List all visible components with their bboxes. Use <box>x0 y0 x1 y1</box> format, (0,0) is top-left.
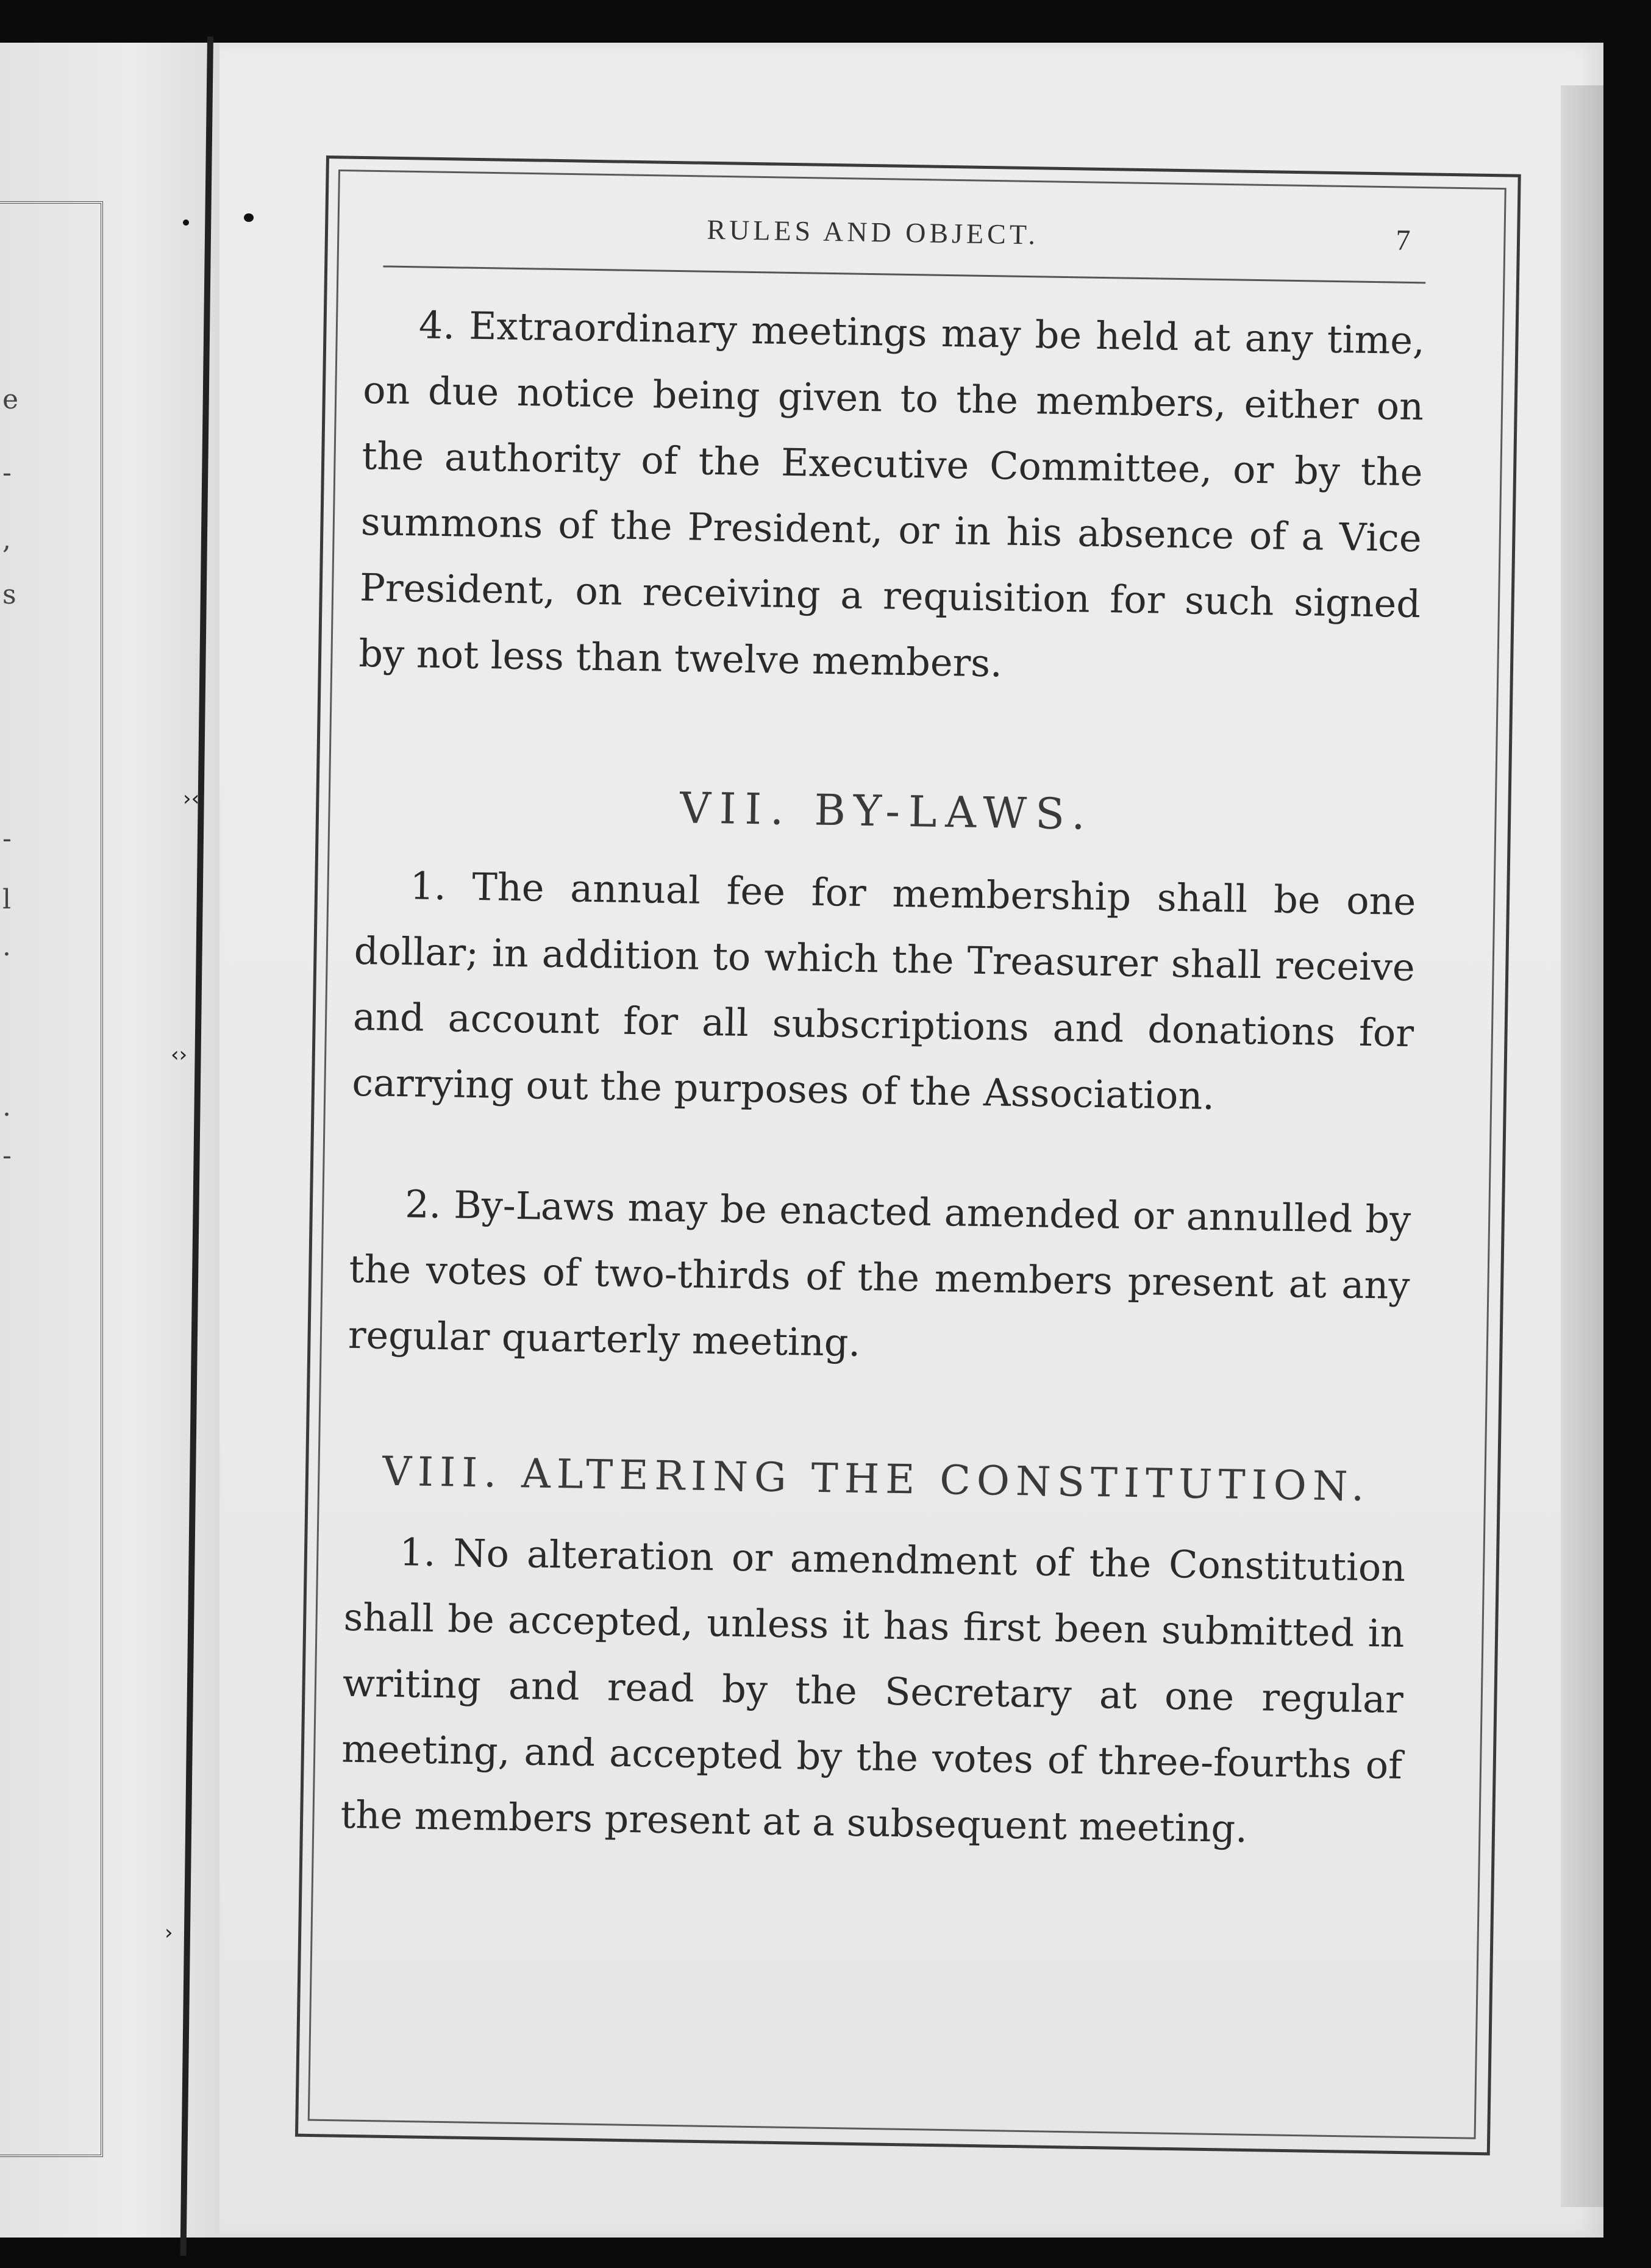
left-text-fragment: · <box>2 939 11 970</box>
paragraph-by-laws-amendment: 2. By-Laws may be enacted amended or annulled by the votes of two-thirds of the members present at any regular quarterly meeting. <box>348 1182 1411 1365</box>
arrow-mark: ‹› <box>171 1043 188 1067</box>
ink-speck <box>183 219 189 226</box>
paragraph-constitution-amendment: 1. No alteration or amendment of the Constitution shall be accepted, unless it has first been submitted in writing and read by the Secretary at one regular meeting, and accepted by the votes of three-fourths of the members present at a subsequent meeting. <box>340 1530 1406 1852</box>
arrow-mark: › <box>165 1920 173 1945</box>
left-text-fragment: l <box>2 884 12 915</box>
page-number: 7 <box>1395 224 1414 257</box>
left-text-fragment: - <box>2 823 12 854</box>
section-heading-altering-constitution: VIII. ALTERING THE CONSTITUTION. <box>382 1447 1371 1511</box>
left-text-fragment: - <box>2 1140 12 1171</box>
left-text-fragment: - <box>2 457 12 488</box>
paragraph-extraordinary-meetings: 4. Extraordinary meetings may be held at any time, on due notice being given to the members, either on the authority of the Executive Committee, or by the summons of the President, or in his absence of a Vice President, on receiving a requisition for such signed by not less than twelve members. <box>358 302 1425 686</box>
left-text-fragment: , <box>2 524 11 555</box>
page-edge-shadow <box>1561 85 1603 2207</box>
left-text-fragment: . <box>2 1091 11 1122</box>
left-text-fragment: s <box>2 579 16 610</box>
page-content <box>340 207 1427 1864</box>
left-text-fragment: e <box>2 384 19 415</box>
header-rule <box>383 265 1425 284</box>
ink-speck <box>244 213 254 222</box>
arrow-mark: ›‹ <box>183 786 200 811</box>
paragraph-annual-fee: 1. The annual fee for membership shall be one dollar; in addition to which the Treasurer shall receive and account for all subscriptions and donations for carrying out the purposes of the Association. <box>351 863 1416 1119</box>
running-head-title: RULES AND OBJECT. <box>707 213 1039 251</box>
section-heading-by-laws: VII. BY-LAWS. <box>679 783 1094 840</box>
left-page-border <box>0 201 103 2157</box>
